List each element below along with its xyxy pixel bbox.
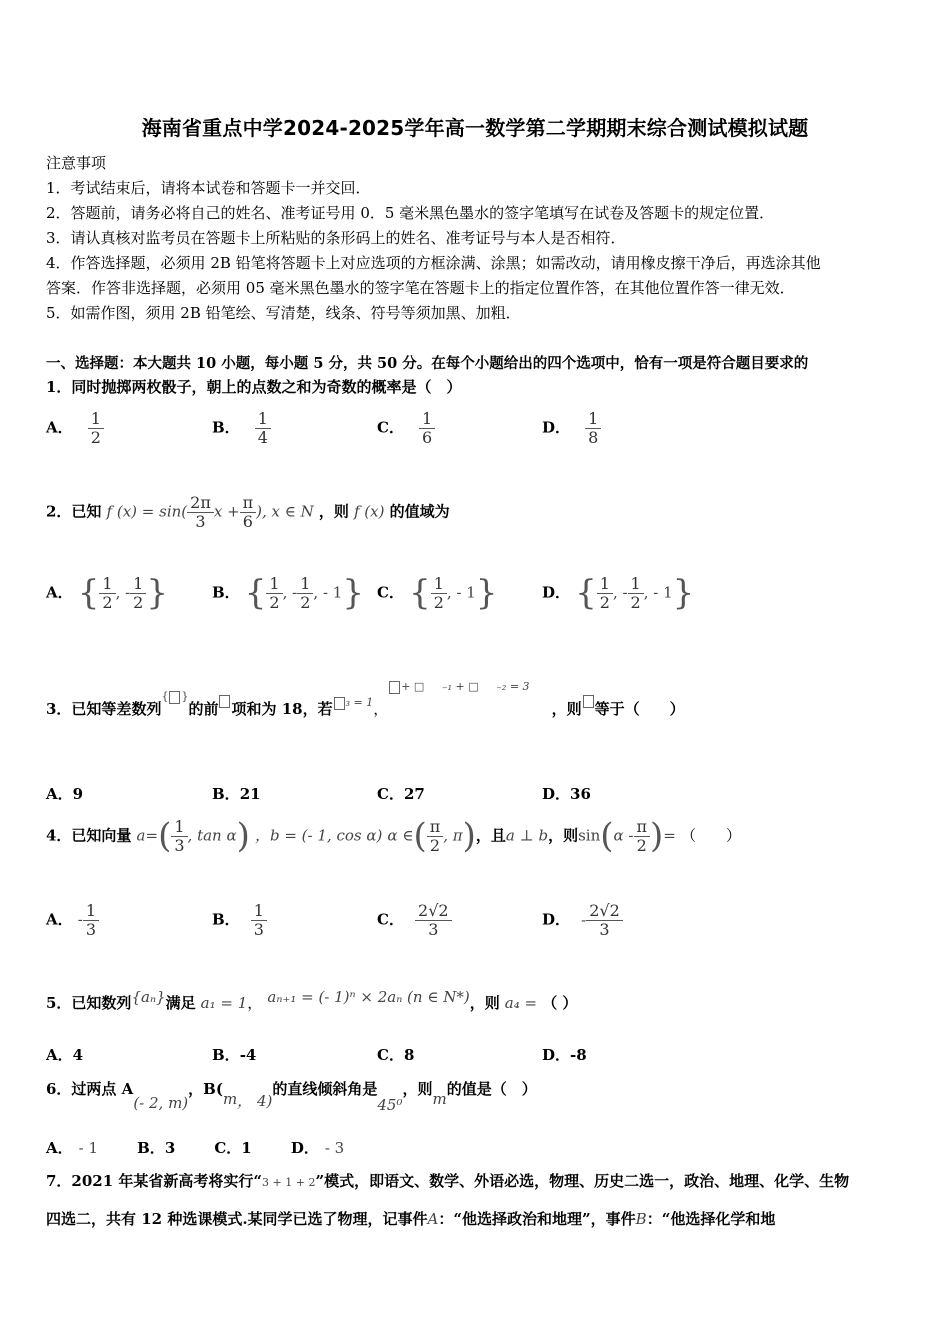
sign: - bbox=[581, 910, 587, 929]
tail: , - 1 bbox=[446, 583, 476, 602]
fraction bbox=[597, 575, 613, 611]
question-5-stem: 5．已知数列{aₙ}满足 a₁ = 1， aₙ₊₁ = (- 1)ⁿ × 2aₙ (n ∈ N*)，则 a₄ = （ ） bbox=[46, 988, 578, 1012]
numerator: 1 bbox=[171, 818, 187, 837]
question-1-stem: 1．同时抛掷两枚骰子，朝上的点数之和为奇数的概率是（ ） bbox=[46, 378, 462, 396]
page-title: 海南省重点中学2024-2025学年高一数学第二学期期末综合测试模拟试题 bbox=[141, 116, 809, 140]
option-label: D． bbox=[542, 1046, 571, 1064]
denominator: 4 bbox=[257, 427, 268, 447]
q7-text: ：“他选择化学和地 bbox=[646, 1210, 776, 1228]
q1-option-d bbox=[542, 410, 601, 446]
q6-angle: 45⁰ bbox=[377, 1096, 403, 1114]
option-label: B． bbox=[137, 1139, 165, 1157]
notice-item: 5．如需作图，须用 2B 铅笔绘、写清楚，线条、符号等须加黑、加粗． bbox=[46, 304, 521, 322]
q5-option-c bbox=[377, 1044, 414, 1065]
q3-text: ，则 bbox=[551, 700, 582, 718]
notice-item: 2．答题前，请务必将自己的姓名、准考证号用 0．5 毫米黑色墨水的签字笔填写在试卷及答题卡的规定位置． bbox=[46, 204, 775, 222]
q1-option-c bbox=[377, 410, 435, 446]
option-label: A． bbox=[46, 583, 73, 602]
option-value: 1 bbox=[241, 1139, 252, 1157]
numerator: 1 bbox=[597, 575, 613, 594]
q6-options bbox=[46, 1137, 344, 1158]
denominator: 2 bbox=[433, 592, 444, 612]
q7-text: 四选二，共有 12 种选课模式.某同学已选了物理，记事件 bbox=[46, 1210, 428, 1228]
q4-option-b bbox=[212, 902, 267, 938]
q2-fx: f (x) bbox=[353, 502, 385, 521]
q4-tan: , tan α bbox=[187, 826, 237, 845]
q3-option-a bbox=[46, 783, 83, 804]
q3-option-d bbox=[542, 783, 591, 804]
option-label: B． bbox=[212, 583, 240, 602]
fraction bbox=[83, 902, 99, 938]
numerator: 2√2 bbox=[415, 902, 452, 921]
fraction bbox=[297, 575, 313, 611]
q2-option-d: D． { $\frac{1}{2}$ , - $\frac{1}{2}$ , - 1} bbox=[542, 573, 695, 614]
notice-item: 4．作答选择题，必须用 2B 铅笔将答题卡上对应选项的方框涂满、涂黑；如需改动，请用橡皮擦干净后，再选涂其他 bbox=[46, 254, 821, 272]
q2-option-b: B． { $\frac{1}{2}$ , - $\frac{1}{2}$ , - 1} bbox=[212, 573, 364, 614]
option-value: 4 bbox=[72, 1046, 84, 1064]
option-value: 8 bbox=[403, 1046, 415, 1064]
q4-text: ，且 bbox=[475, 826, 506, 845]
section-heading: 一、选择题：本大题共 10 小题，每小题 5 分，共 50 分。在每个小题给出的四个选项中，恰有一项是符合题目要求的 bbox=[46, 355, 809, 372]
q4-sin: sin bbox=[578, 826, 601, 845]
q3-option-b bbox=[212, 783, 261, 804]
question-3-stem: 3．已知等差数列{ }的前 项和为 18，若 $^{_3 = 1}$，$^{+ □ _{-1} + □ _{-2} = 3}$，则 等于（ ） bbox=[46, 680, 685, 718]
option-label: A． bbox=[46, 418, 73, 437]
fraction bbox=[431, 575, 447, 611]
numerator: π bbox=[427, 818, 444, 837]
denominator: 3 bbox=[253, 919, 264, 939]
fraction bbox=[628, 575, 644, 611]
numerator: π bbox=[240, 494, 257, 513]
option-label: B． bbox=[212, 910, 240, 929]
q4-text: （ ） bbox=[680, 826, 741, 845]
option-value: 9 bbox=[72, 785, 84, 803]
tail: , - 1 bbox=[643, 583, 673, 602]
option-value: - 3 bbox=[324, 1139, 345, 1157]
option-label: B． bbox=[212, 1046, 240, 1064]
q5-option-a bbox=[46, 1044, 83, 1065]
q5-a1: a₁ = 1 bbox=[200, 994, 248, 1012]
q3-text: 项和为 18，若 bbox=[231, 700, 333, 718]
q2-option-c: C． { $\frac{1}{2}$ , - 1} bbox=[377, 573, 498, 614]
option-label: A． bbox=[46, 1139, 73, 1157]
question-2-stem bbox=[46, 494, 450, 530]
q7-text: 7．2021 年某省新高考将实行“ bbox=[46, 1172, 263, 1190]
q5-sequence: {aₙ} bbox=[131, 988, 166, 1006]
q3-text: 3．已知等差数列 bbox=[46, 700, 162, 718]
option-label: B． bbox=[212, 785, 240, 803]
fraction bbox=[255, 410, 271, 446]
numerator: 1 bbox=[297, 575, 313, 594]
q3-condition: + □ bbox=[401, 680, 425, 693]
option-value: -4 bbox=[239, 1046, 257, 1064]
fraction bbox=[251, 902, 267, 938]
option-label: C． bbox=[377, 785, 404, 803]
q5-text: 5．已知数列 bbox=[46, 994, 132, 1012]
question-7-line-2 bbox=[46, 1208, 775, 1229]
fraction bbox=[187, 494, 214, 530]
numerator: 1 bbox=[99, 575, 115, 594]
option-value: -8 bbox=[570, 1046, 587, 1064]
denominator: 3 bbox=[599, 919, 610, 939]
q4-option-d bbox=[542, 902, 623, 938]
option-value: 21 bbox=[239, 785, 261, 803]
fraction bbox=[586, 902, 623, 938]
denominator: 2 bbox=[90, 427, 101, 447]
denominator: 3 bbox=[174, 835, 185, 855]
denominator: 2 bbox=[630, 592, 641, 612]
denominator: 2 bbox=[133, 592, 144, 612]
q6-text: ，则 bbox=[402, 1080, 433, 1098]
q3-text: 等于（ ） bbox=[594, 700, 685, 718]
q5-a4: a₄ = bbox=[504, 994, 538, 1012]
notice-item: 3．请认真核对监考员在答题卡上所粘贴的条形码上的姓名、准考证号与本人是否相符． bbox=[46, 229, 626, 247]
q3-text: 的前 bbox=[188, 700, 219, 718]
q4-alpha: α ∈ bbox=[387, 826, 414, 845]
notice-item: 1．考试结束后，请将本试卷和答题卡一并交回． bbox=[46, 179, 371, 197]
q6-text: ，B( bbox=[188, 1080, 223, 1098]
option-label: D． bbox=[542, 785, 571, 803]
event-b: B bbox=[635, 1210, 647, 1228]
question-4-stem: 4．已知向量 a=( $\frac{1}{3}$ , tan α) ，b = (- 1, cos α) α ∈( $\frac{\pi}{2}$ , π)，且a ⊥ b，则sin(α - $\frac{\pi}{2}$ )= （ ） bbox=[46, 816, 741, 857]
q6-point-b: ， 4) bbox=[237, 1092, 273, 1110]
numerator: 1 bbox=[88, 410, 104, 429]
denominator: 2 bbox=[636, 835, 647, 855]
q4-text: 4．已知向量 bbox=[46, 826, 132, 845]
option-label: D． bbox=[542, 910, 571, 929]
numerator: 1 bbox=[431, 575, 447, 594]
q3-condition: ₃ = 1 bbox=[345, 696, 374, 709]
fraction bbox=[427, 818, 444, 854]
q1-option-b bbox=[212, 410, 271, 446]
separator: , - bbox=[115, 583, 131, 602]
denominator: 6 bbox=[422, 427, 433, 447]
denominator: 2 bbox=[102, 592, 113, 612]
fraction bbox=[266, 575, 282, 611]
q6-text: 6．过两点 A bbox=[46, 1080, 134, 1098]
question-6-stem bbox=[46, 1078, 537, 1114]
q2-formula: x + bbox=[213, 502, 240, 521]
q2-formula: f (x) = sin( bbox=[106, 502, 188, 521]
option-label: D． bbox=[290, 1139, 319, 1157]
fraction bbox=[171, 818, 187, 854]
fraction bbox=[419, 410, 435, 446]
numerator: 1 bbox=[255, 410, 271, 429]
option-label: A． bbox=[46, 1046, 73, 1064]
denominator: 3 bbox=[85, 919, 96, 939]
q5-text: （ ） bbox=[542, 994, 578, 1012]
sign: - bbox=[77, 910, 83, 929]
q4-interval: , π bbox=[443, 826, 463, 845]
denominator: 2 bbox=[300, 592, 311, 612]
fraction bbox=[240, 494, 257, 530]
q4-text: ，则 bbox=[548, 826, 579, 845]
q6-text: 的值是（ ） bbox=[446, 1080, 537, 1098]
q4-perp: a ⊥ b bbox=[505, 826, 549, 845]
denominator: 6 bbox=[242, 511, 253, 531]
q5-recurrence: aₙ₊₁ = (- 1)ⁿ × 2aₙ (n ∈ N*) bbox=[267, 988, 470, 1006]
option-label: C． bbox=[377, 418, 404, 437]
q6-point-b: m bbox=[222, 1090, 238, 1108]
fraction bbox=[130, 575, 146, 611]
option-label: D． bbox=[542, 583, 571, 602]
q2-text: ，则 bbox=[318, 502, 349, 521]
q4-option-a bbox=[46, 902, 99, 938]
q5-option-b bbox=[212, 1044, 256, 1065]
option-label: A． bbox=[46, 910, 73, 929]
event-a: A bbox=[427, 1210, 439, 1228]
notice-item: 答案．作答非选择题，必须用 05 毫米黑色墨水的签字笔在答题卡上的指定位置作答，在其他位置作答一律无效． bbox=[46, 279, 795, 297]
q7-mode: 3 + 1 + 2 bbox=[262, 1176, 316, 1189]
q2-prefix: 2．已知 bbox=[46, 502, 102, 521]
numerator: 1 bbox=[628, 575, 644, 594]
numerator: 1 bbox=[419, 410, 435, 429]
q2-text: 的值域为 bbox=[389, 502, 450, 521]
numerator: 1 bbox=[585, 410, 601, 429]
q1-option-a bbox=[46, 410, 104, 446]
denominator: 2 bbox=[429, 835, 441, 855]
denominator: 8 bbox=[588, 427, 599, 447]
q5-text: ，则 bbox=[469, 994, 500, 1012]
vector-a: a bbox=[136, 826, 146, 845]
notice-heading: 注意事项 bbox=[46, 154, 107, 172]
q7-text: ：“他选择政治和地理”，事件 bbox=[438, 1210, 636, 1228]
fraction bbox=[634, 818, 651, 854]
q6-text: 的直线倾斜角是 bbox=[272, 1080, 378, 1098]
q4-eq: = bbox=[145, 826, 159, 845]
option-value: - 1 bbox=[78, 1139, 99, 1157]
denominator: 2 bbox=[599, 592, 610, 612]
q6-m: m bbox=[432, 1090, 447, 1108]
tail: , - 1 bbox=[313, 583, 343, 602]
option-label: D． bbox=[542, 418, 571, 437]
denominator: 3 bbox=[195, 511, 206, 531]
denominator: 2 bbox=[269, 592, 280, 612]
option-label: C． bbox=[377, 583, 404, 602]
q6-point-a: (- 2, m) bbox=[133, 1094, 189, 1112]
q2-option-a: A． { $\frac{1}{2}$ , - $\frac{1}{2}$ } bbox=[46, 573, 168, 614]
numerator: 2√2 bbox=[586, 902, 623, 921]
option-label: C． bbox=[214, 1139, 242, 1157]
question-7-line-1 bbox=[46, 1170, 849, 1191]
numerator: 2π bbox=[187, 494, 214, 513]
q7-text: ”模式，即语文、数学、外语必选，物理、历史二选一，政治、地理、化学、生物 bbox=[315, 1172, 850, 1190]
numerator: 1 bbox=[266, 575, 282, 594]
option-value: 3 bbox=[164, 1139, 176, 1157]
q4-option-c bbox=[377, 902, 452, 938]
fraction bbox=[88, 410, 104, 446]
q3-condition: ₋₂ = 3 bbox=[496, 680, 530, 693]
separator: , - bbox=[612, 583, 628, 602]
q3-condition: ₋₁ + □ bbox=[441, 680, 479, 693]
vector-b: ，b = (- 1, cos α) bbox=[254, 826, 383, 845]
q4-sin-arg: α - bbox=[613, 826, 634, 845]
numerator: 1 bbox=[83, 902, 99, 921]
q3-option-c bbox=[377, 783, 425, 804]
q4-eq: = bbox=[663, 826, 676, 845]
option-label: C． bbox=[377, 910, 404, 929]
denominator: 3 bbox=[428, 919, 439, 939]
option-value: 27 bbox=[403, 785, 425, 803]
numerator: 1 bbox=[130, 575, 146, 594]
numerator: 1 bbox=[251, 902, 267, 921]
q2-formula: ), x ∈ N bbox=[256, 502, 314, 521]
option-label: C． bbox=[377, 1046, 404, 1064]
fraction bbox=[415, 902, 452, 938]
option-value: 36 bbox=[570, 785, 591, 803]
numerator: π bbox=[634, 818, 651, 837]
q5-option-d bbox=[542, 1044, 587, 1065]
separator: , - bbox=[282, 583, 298, 602]
fraction bbox=[585, 410, 601, 446]
q5-text: 满足 bbox=[165, 994, 196, 1012]
option-label: A． bbox=[46, 785, 73, 803]
fraction bbox=[99, 575, 115, 611]
option-label: B． bbox=[212, 418, 240, 437]
